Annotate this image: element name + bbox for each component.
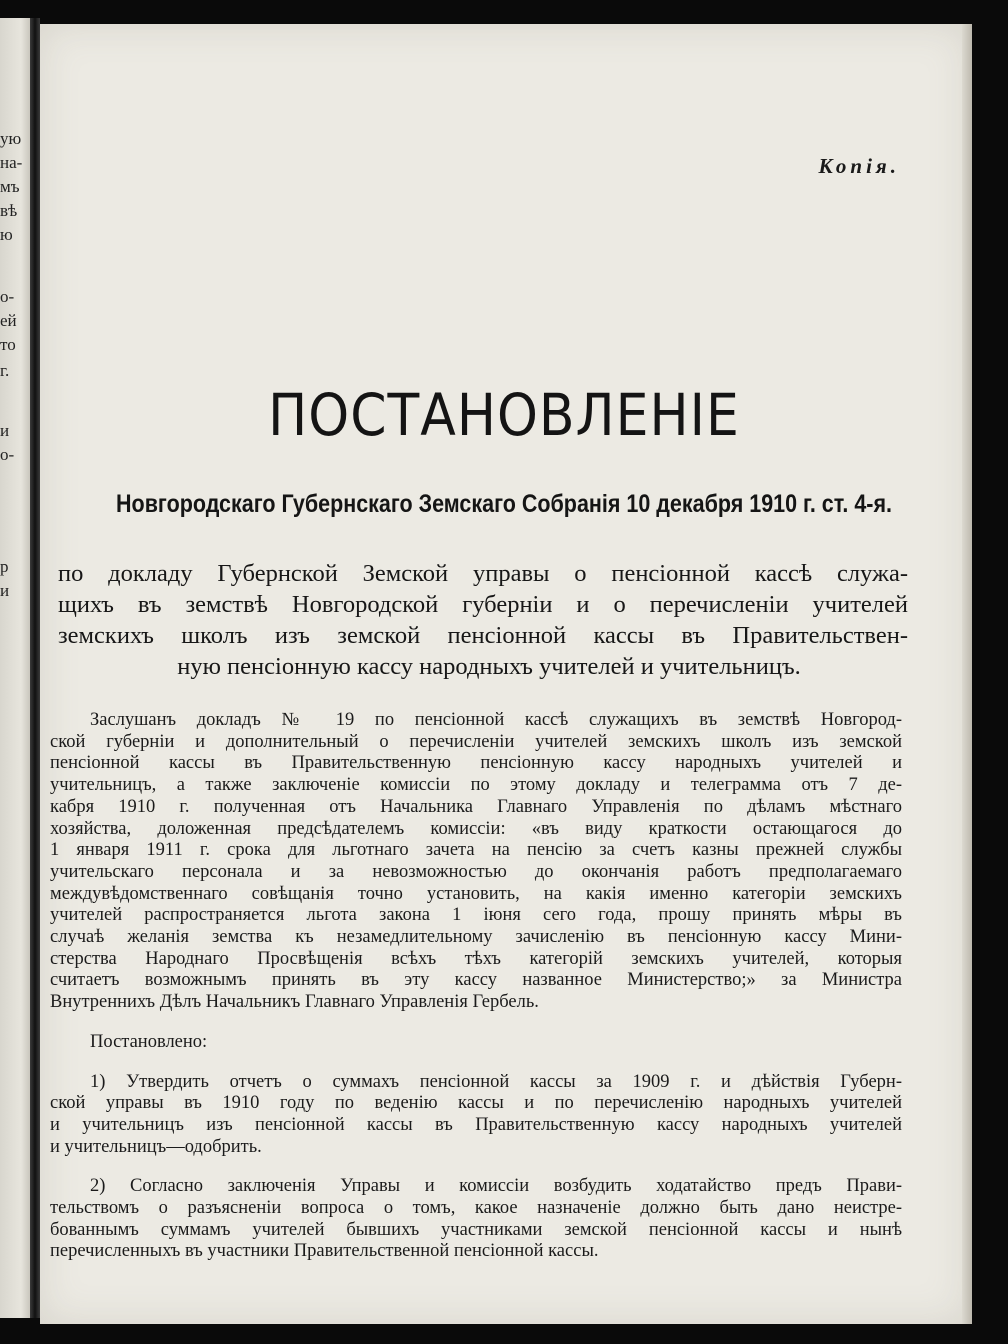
paragraph-line: учителей распространяется льгота закона 1 іюня сего года, прошу принять мѣры въ — [50, 905, 902, 926]
item1-line: ской управы въ 1910 году по веденію кассы и по перечисленію народныхъ учителей — [50, 1093, 902, 1114]
book-gutter — [30, 18, 40, 1318]
left-page-edge — [0, 18, 30, 1318]
topic-block — [58, 558, 908, 682]
left-fragment: о- — [0, 287, 15, 306]
document-subtitle: Новгородскаго Губернскаго Земскаго Собранія 10 декабря 1910 г. ст. 4-я. — [116, 490, 892, 518]
paragraph-line: стерства Народнаго Просвѣщенія всѣхъ тѣхъ категорій земскихъ учителей, которыя — [50, 948, 902, 969]
left-fragment: и — [0, 421, 10, 440]
left-fragment: вѣ — [0, 201, 18, 220]
paragraph-line: учительскаго персонала и за невозможностью до окончанія работъ предполагаемаго — [50, 861, 902, 882]
paragraph-line: кабря 1910 г. полученная отъ Начальника Главнаго Управленія по дѣламъ мѣстнаго — [50, 796, 902, 817]
left-fragment: р — [0, 557, 9, 576]
paragraph-line: считаетъ возможнымъ принять въ эту кассу названное Министерство;» за Министра — [50, 970, 902, 991]
item2-line: перечисленныхъ въ участники Правительственной пенсіонной кассы. — [50, 1241, 599, 1262]
left-fragment: то — [0, 335, 16, 354]
paragraph-line: 1 января 1911 г. срока для льготнаго зачета на пенсію за счетъ казны прежней службы — [50, 840, 902, 861]
topic-line: щихъ въ земствѣ Новгородской губерніи и о перечисленіи учителей — [58, 591, 908, 618]
paragraph-line: учительницъ, а также заключеніе комиссіи по этому докладу и телеграмма отъ 7 де- — [50, 775, 902, 796]
left-fragment: г. — [0, 361, 10, 380]
paragraph-line: пенсіонной кассы въ Правительственную пенсіонную кассу народныхъ учителей и — [50, 753, 902, 774]
item1-line: и учительницъ изъ пенсіонной кассы въ Правительственную кассу народныхъ учителей — [50, 1114, 902, 1135]
left-fragment: на- — [0, 153, 23, 172]
left-fragment: о- — [0, 445, 15, 464]
paragraph-line: случаѣ желанія земства къ незамедлительному зачисленію въ пенсіонную кассу Мини- — [50, 927, 902, 948]
paragraph-line: Заслушанъ докладъ № 19 по пенсіонной кассѣ служащихъ въ земствѣ Новгород- — [90, 710, 902, 730]
page-edge — [962, 24, 972, 1324]
document-page — [40, 24, 968, 1324]
left-fragment: ю — [0, 225, 13, 244]
document-body — [50, 710, 902, 1263]
paragraph-line: ской губерніи и дополнительный о перечисленіи учителей земскихъ школъ изъ земской — [50, 731, 902, 752]
topic-line: земскихъ школъ изъ земской пенсіонной кассы въ Правительствен- — [58, 622, 908, 649]
copy-mark: Копія. — [818, 154, 900, 178]
topic-line: ную пенсіонную кассу народныхъ учителей и учительницъ. — [177, 653, 801, 680]
paragraph-line: междувѣдомственнаго совѣщанія точно установить, на какія именно категоріи земскихъ — [50, 883, 902, 904]
left-fragment: мъ — [0, 177, 20, 196]
spacer — [50, 1054, 902, 1072]
left-fragment: и — [0, 581, 10, 600]
document-title: ПОСТАНОВЛЕНІЕ — [268, 382, 740, 450]
spacer — [50, 1158, 902, 1176]
paragraph-line: Внутреннихъ Дѣлъ Начальникъ Главнаго Управленія Гербель. — [50, 992, 539, 1013]
item1-line: 1) Утвердить отчетъ о суммахъ пенсіонной кассы за 1909 г. и дѣйствія Губерн- — [90, 1071, 902, 1092]
item2-line: 2) Согласно заключенія Управы и комиссіи возбудить ходатайство предъ Прави- — [90, 1176, 902, 1197]
paragraph-line: хозяйства, доложенная предсѣдателемъ комиссіи: «въ виду краткости остающагося до — [50, 818, 902, 839]
left-fragment: ей — [0, 311, 17, 330]
item2-line: бованнымъ суммамъ учителей бывшихъ участниками земской пенсіонной кассы и нынѣ — [50, 1219, 902, 1240]
resolved-label: Постановлено: — [90, 1031, 208, 1052]
topic-line: по докладу Губернской Земской управы о пенсіонной кассѣ служа- — [58, 560, 908, 587]
left-fragment: ую — [0, 129, 22, 148]
item1-line: и учительницъ—одобрить. — [50, 1136, 262, 1157]
item2-line: тельствомъ о разъясненіи вопроса о томъ, какое назначеніе должно быть дано неистре- — [50, 1198, 902, 1219]
spacer — [50, 1014, 902, 1032]
